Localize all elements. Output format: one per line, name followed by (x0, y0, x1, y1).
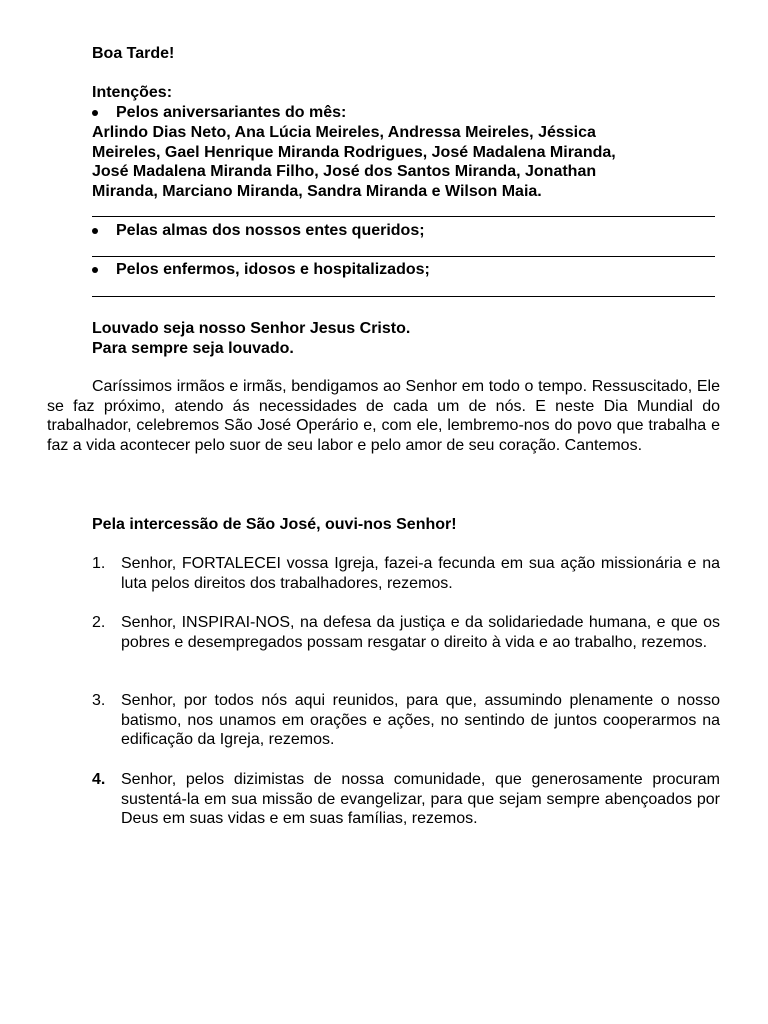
fill-in-line (92, 296, 715, 297)
praise-line-2: Para sempre seja louvado. (92, 340, 294, 357)
birthday-names (92, 123, 720, 201)
prayer-number: 2. (92, 614, 106, 631)
souls-label: Pelas almas dos nossos entes queridos; (116, 222, 425, 239)
fill-in-line (92, 256, 715, 257)
intro-paragraph: Caríssimos irmãos e irmãs, bendigamos ao Senhor em todo o tempo. Ressuscitado, Ele se faz próximo, atendo ás necessidades de cada um de nós. E neste Dia Mundial do trabalhador, celebremos São José Operário e, com ele, lembremo-nos do povo que trabalha e faz a vida acontecer pelo suor de seu labor e pelo amor de seu coração. Cantemos. (47, 378, 720, 454)
praise-line-1: Louvado seja nosso Senhor Jesus Cristo. (92, 320, 411, 337)
fill-in-line (92, 216, 715, 217)
prayer-number: 4. (92, 771, 106, 788)
prayer-text: Senhor, INSPIRAI-NOS, na defesa da justiça e da solidariedade humana, e que os pobres e desempregados possam resgatar o direito à vida e ao trabalho, rezemos. (121, 614, 720, 651)
birthday-label: Pelos aniversariantes do mês: (116, 104, 347, 121)
greeting: Boa Tarde! (92, 45, 175, 62)
prayer-number: 1. (92, 555, 106, 572)
bullet-icon (92, 228, 98, 234)
prayer-text: Senhor, FORTALECEI vossa Igreja, fazei-a fecunda em sua ação missionária e na luta pelos direitos dos trabalhadores, rezemos. (121, 555, 720, 592)
intentions-heading: Intenções: (92, 84, 173, 101)
bullet-icon (92, 267, 98, 273)
sick-label: Pelos enfermos, idosos e hospitalizados; (116, 261, 430, 278)
response-heading: Pela intercessão de São José, ouvi-nos Senhor! (92, 516, 457, 533)
prayer-text: Senhor, por todos nós aqui reunidos, para que, assumindo plenamente o nosso batismo, nos unamos em orações e ações, no sentindo de juntos cooperarmos na edificação da Igreja, rezemos. (121, 692, 720, 749)
birthday-names-line: José Madalena Miranda Filho, José dos Santos Miranda, Jonathan (92, 163, 597, 181)
birthday-names-line: Meireles, Gael Henrique Miranda Rodrigues, José Madalena Miranda, (92, 143, 616, 161)
bullet-icon (92, 110, 98, 116)
prayer-number: 3. (92, 692, 106, 709)
prayer-text: Senhor, pelos dizimistas de nossa comunidade, que generosamente procuram sustentá-la em sua missão de evangelizar, para que sejam sempre abençoados por Deus em suas vidas e em suas famílias, rezemos. (121, 771, 720, 828)
birthday-names-line: Arlindo Dias Neto, Ana Lúcia Meireles, Andressa Meireles, Jéssica (92, 124, 596, 141)
birthday-names-line: Miranda, Marciano Miranda, Sandra Miranda e Wilson Maia. (92, 182, 542, 200)
